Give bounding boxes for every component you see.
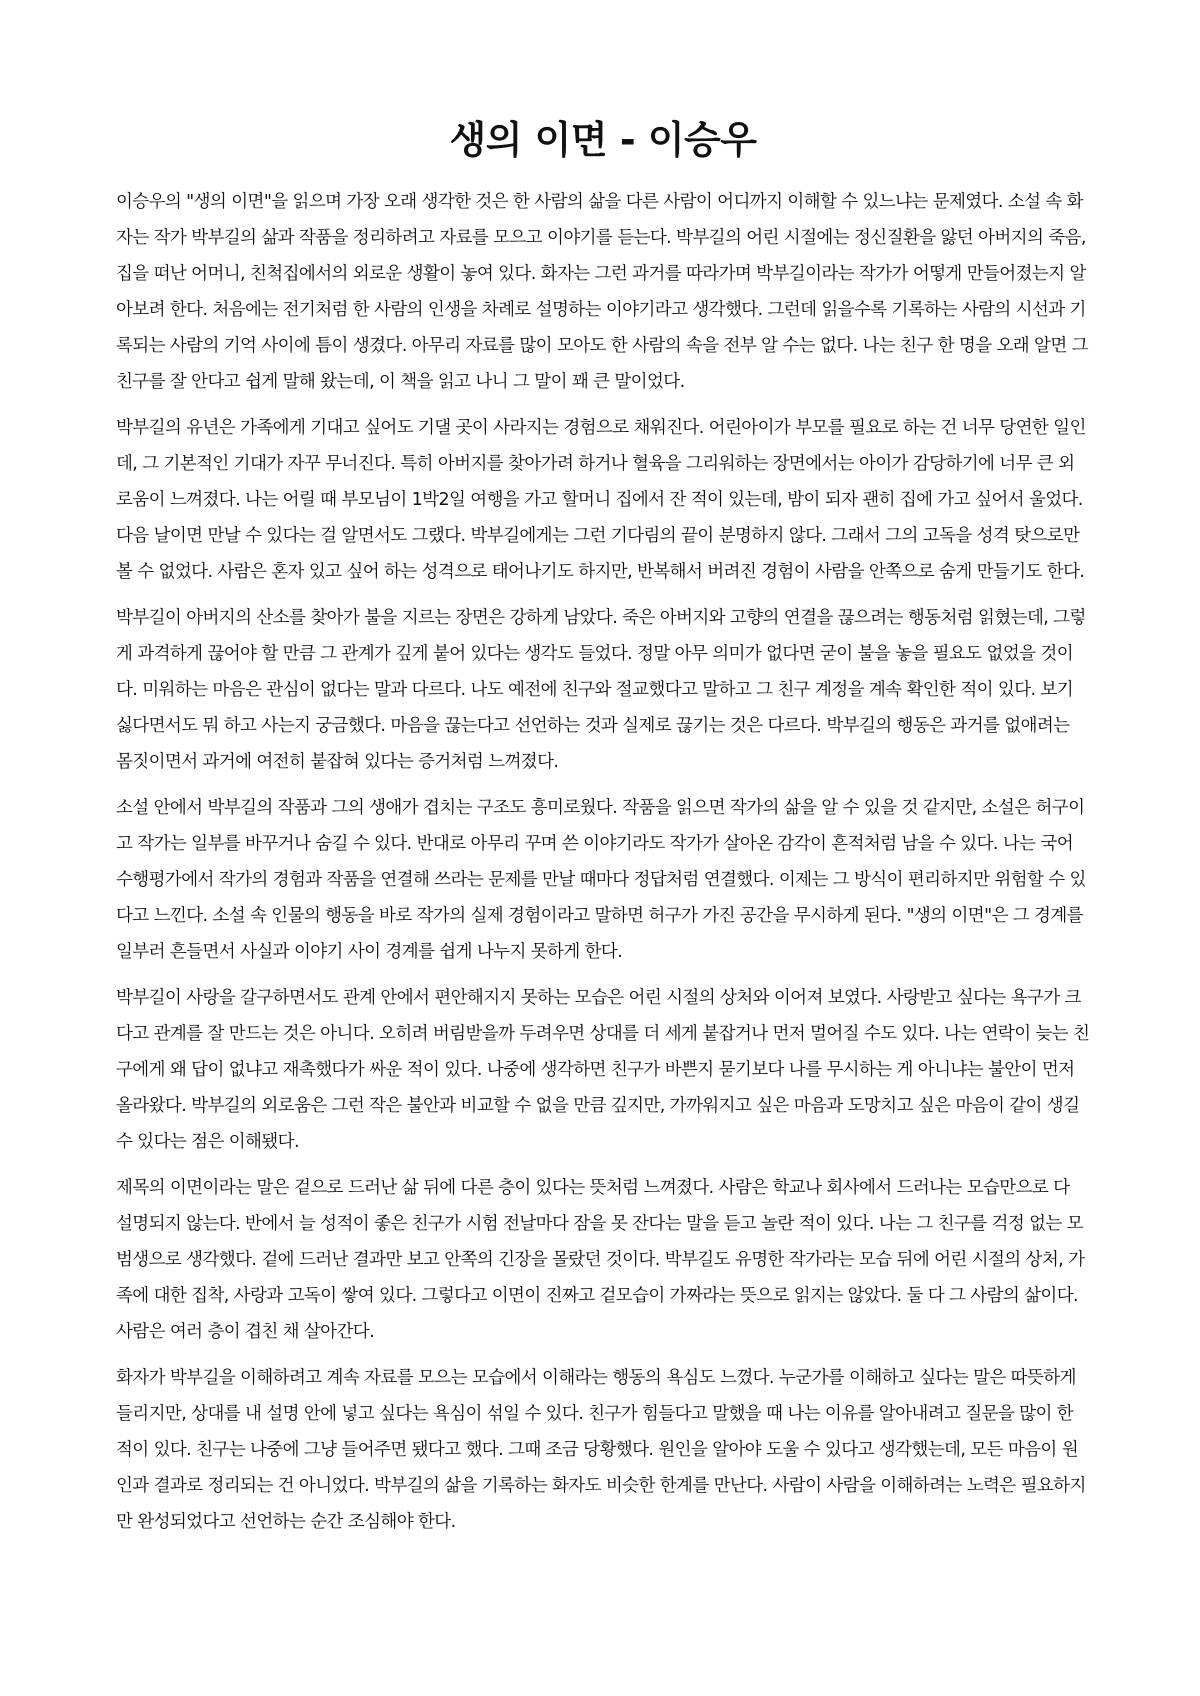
document-body <box>116 184 1090 1540</box>
paragraph-1: 이승우의 "생의 이면"을 읽으며 가장 오래 생각한 것은 한 사람의 삶을 다른 사람이 어디까지 이해할 수 있느냐는 문제였다. 소설 속 화자는 작가 박부길의 삶과 작품을 정리하려고 자료를 모으고 이야기를 듣는다. 박부길의 어린 시절에는 정신질환을 앓던 아버지의 죽음, 집을 떠난 어머니, 친척집에서의 외로운 생활이 놓여 있다. 화자는 그런 과거를 따라가며 박부길이라는 작가가 어떻게 만들어졌는지 알아보려 한다. 처음에는 전기처럼 한 사람의 인생을 차례로 설명하는 이야기라고 생각했다. 그런데 읽을수록 기록하는 사람의 시선과 기록되는 사람의 기억 사이에 틈이 생겼다. 아무리 자료를 많이 모아도 한 사람의 속을 전부 알 수는 없다. 나는 친구 한 명을 오래 알면 그 친구를 잘 안다고 쉽게 말해 왔는데, 이 책을 읽고 나니 그 말이 꽤 큰 말이었다. <box>116 192 1088 392</box>
document-title: 생의 이면 - 이승우 <box>449 118 757 162</box>
paragraph-6: 제목의 이면이라는 말은 겉으로 드러난 삶 뒤에 다른 층이 있다는 뜻처럼 느껴졌다. 사람은 학교나 회사에서 드러나는 모습만으로 다 설명되지 않는다. 반에서 늘 성적이 좋은 친구가 시험 전날마다 잠을 못 잔다는 말을 듣고 놀란 적이 있다. 나는 그 친구를 걱정 없는 모범생으로 생각했다. 겉에 드러난 결과만 보고 안쪽의 긴장을 몰랐던 것이다. 박부길도 유명한 작가라는 모습 뒤에 어린 시절의 상처, 가족에 대한 집착, 사랑과 고독이 쌓여 있다. 그렇다고 이면이 진짜고 겉모습이 가짜라는 뜻으로 읽지는 않았다. 둘 다 그 사람의 삶이다. 사람은 여러 층이 겹친 채 살아간다. <box>116 1178 1085 1342</box>
paragraph-7: 화자가 박부길을 이해하려고 계속 자료를 모으는 모습에서 이해라는 행동의 욕심도 느꼈다. 누군가를 이해하고 싶다는 말은 따뜻하게 들리지만, 상대를 내 설명 안에 넣고 싶다는 욕심이 섞일 수 있다. 친구가 힘들다고 말했을 때 나는 이유를 알아내려고 질문을 많이 한 적이 있다. 친구는 나중에 그냥 들어주면 됐다고 했다. 그때 조금 당황했다. 원인을 알아야 도울 수 있다고 생각했는데, 모든 마음이 원인과 결과로 정리되는 건 아니었다. 박부길의 삶을 기록하는 화자도 비슷한 한계를 만난다. 사람이 사람을 이해하려는 노력은 필요하지만 완성되었다고 선언하는 순간 조심해야 한다. <box>116 1368 1086 1532</box>
paragraph-3: 박부길이 아버지의 산소를 찾아가 불을 지르는 장면은 강하게 남았다. 죽은 아버지와 고향의 연결을 끊으려는 행동처럼 읽혔는데, 그렇게 과격하게 끊어야 할 만큼 그 관계가 깊게 붙어 있다는 생각도 들었다. 정말 아무 의미가 없다면 굳이 불을 놓을 필요도 없었을 것이다. 미워하는 마음은 관심이 없다는 말과 다르다. 나도 예전에 친구와 절교했다고 말하고 그 친구 계정을 계속 확인한 적이 있다. 보기 싫다면서도 뭐 하고 사는지 궁금했다. 마음을 끊는다고 선언하는 것과 실제로 끊기는 것은 다르다. 박부길의 행동은 과거를 없애려는 몸짓이면서 과거에 여전히 붙잡혀 있다는 증거처럼 느껴졌다. <box>116 608 1086 772</box>
paragraph-4: 소설 안에서 박부길의 작품과 그의 생애가 겹치는 구조도 흥미로웠다. 작품을 읽으면 작가의 삶을 알 수 있을 것 같지만, 소설은 허구이고 작가는 일부를 바꾸거나 숨길 수 있다. 반대로 아무리 꾸며 쓴 이야기라도 작가가 살아온 감각이 흔적처럼 남을 수 있다. 나는 국어 수행평가에서 작가의 경험과 작품을 연결해 쓰라는 문제를 만날 때마다 정답처럼 연결했다. 이제는 그 방식이 편리하지만 위험할 수 있다고 느낀다. 소설 속 인물의 행동을 바로 작가의 실제 경험이라고 말하면 허구가 가진 공간을 무시하게 된다. "생의 이면"은 그 경계를 일부러 흔들면서 사실과 이야기 사이 경계를 쉽게 나누지 못하게 한다. <box>116 798 1086 962</box>
paragraph-2: 박부길의 유년은 가족에게 기대고 싶어도 기댈 곳이 사라지는 경험으로 채워진다. 어린아이가 부모를 필요로 하는 건 너무 당연한 일인데, 그 기본적인 기대가 자꾸 무너진다. 특히 아버지를 찾아가려 하거나 혈육을 그리워하는 장면에서는 아이가 감당하기에 너무 큰 외로움이 느껴졌다. 나는 어릴 때 부모님이 1박2일 여행을 가고 할머니 집에서 잔 적이 있는데, 밤이 되자 괜히 집에 가고 싶어서 울었다. 다음 날이면 만날 수 있다는 걸 알면서도 그랬다. 박부길에게는 그런 기다림의 끝이 분명하지 않다. 그래서 그의 고독을 성격 탓으로만 볼 수 없었다. 사람은 혼자 있고 싶어 하는 성격으로 태어나기도 하지만, 반복해서 버려진 경험이 사람을 안쪽으로 숨게 만들기도 한다. <box>116 418 1086 582</box>
paragraph-5: 박부길이 사랑을 갈구하면서도 관계 안에서 편안해지지 못하는 모습은 어린 시절의 상처와 이어져 보였다. 사랑받고 싶다는 욕구가 크다고 관계를 잘 만드는 것은 아니다. 오히려 버림받을까 두려우면 상대를 더 세게 붙잡거나 먼저 멀어질 수도 있다. 나는 연락이 늦는 친구에게 왜 답이 없냐고 재촉했다가 싸운 적이 있다. 나중에 생각하면 친구가 바쁜지 묻기보다 나를 무시하는 게 아니냐는 불안이 먼저 올라왔다. 박부길의 외로움은 그런 작은 불안과 비교할 수 없을 만큼 깊지만, 가까워지고 싶은 마음과 도망치고 싶은 마음이 같이 생길 수 있다는 점은 이해됐다. <box>116 988 1090 1152</box>
